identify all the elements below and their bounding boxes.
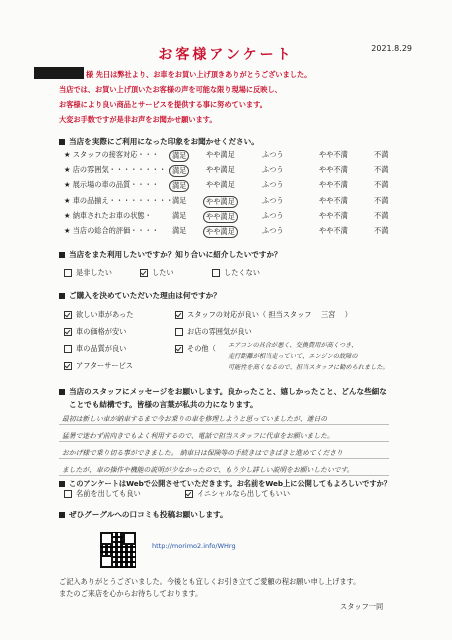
q3-question: ご購入を決めていただいた理由は何ですか？ (59, 290, 221, 301)
q4-answer-line-2: おかげ様で乗り切る事ができました。 納車日は保険等の手続きはできぱきと進めてくださり (62, 449, 343, 457)
checkbox-icon (175, 328, 183, 336)
q1-rating-option[interactable]: ふつう (262, 180, 284, 190)
q1-rating-option[interactable]: ふつう (262, 195, 284, 205)
q1-rating-option[interactable]: 満足 (172, 210, 187, 220)
q5-question: このアンケートはWebで公開させていただきます。お名前をWeb上に公開してもよろしいですか？ (59, 479, 391, 489)
intro-line-2: 当店では、お買い上げ頂いたお客様の声を可能な限り現場に反映し、 (59, 85, 282, 94)
q3-left-2[interactable]: 車の品質が良い (64, 344, 126, 354)
q1-rating-option[interactable]: やや不満 (319, 165, 348, 175)
q1-rating-option[interactable]: やや不満 (319, 195, 348, 205)
checkbox-icon (64, 269, 72, 277)
checkbox-checked-icon (175, 311, 183, 319)
review-link[interactable]: http://morimo2.info/WHrg (152, 542, 236, 550)
ruled-line (59, 441, 389, 442)
q1-row-label: ★ スタッフの接客対応・・・ (64, 150, 159, 159)
q1-rating-option[interactable]: やや不満 (319, 180, 348, 190)
q4-question-line-2: ことでも結構です。皆様の言葉が私共の力になります。 (69, 400, 258, 409)
q4-question-line-1: 当店のスタッフにメッセージをお願いします。良かったこと、嬉しかったこと、どんな些細な (59, 386, 387, 397)
q1-rating-option[interactable]: 満足 (172, 195, 187, 205)
q1-rating-option[interactable]: 満足 (169, 150, 189, 162)
q1-rating-option[interactable]: やや不満 (319, 150, 348, 159)
q3-other-line-2: 可能性を高くなるので、担当スタッフに勧められました。 (228, 364, 389, 371)
checkbox-icon (64, 345, 72, 353)
q1-rating-option[interactable]: ふつう (262, 165, 284, 175)
q3-left-3[interactable]: アフターサービス (64, 361, 133, 371)
q3-other-line-1: 走行距離が相当走っていて、エンジンの故障の (228, 353, 358, 360)
thanks-line-2: またのご来店を心からお待ちしております。 (59, 589, 203, 598)
redacted-name (34, 67, 84, 79)
q3-right-1[interactable]: お店の雰囲気が良い (175, 327, 252, 337)
q1-row-label: ★ 展示場の車の品質・・・・ (64, 180, 159, 190)
checkbox-checked-icon (185, 490, 193, 498)
ruled-line (59, 475, 389, 476)
q3-other-line-0: エアコンの具合が悪く、交換費用が高くつき、 (228, 342, 358, 349)
q2-option-0[interactable]: 是非したい (64, 268, 112, 278)
q3-right-0[interactable]: スタッフの対応が良い（ 担当スタッフ 三宮 ） (175, 310, 352, 320)
intro-line-3: お客様により良い商品とサービスを提供する事に努めています。 (59, 100, 267, 109)
q2-question: 当店をまた利用したいですか？知り合いに紹介したいですか？ (59, 249, 282, 260)
q5-option-1[interactable]: イニシャルなら出してもいい (185, 489, 290, 499)
q1-rating-option[interactable]: 不満 (374, 210, 389, 220)
q1-rating-option[interactable]: 不満 (374, 180, 389, 190)
qr-code-icon[interactable] (100, 532, 136, 568)
staff-signature: スタッフ一同 (340, 602, 384, 611)
q1-rating-option[interactable]: やや不満 (319, 226, 348, 235)
q3-left-1[interactable]: 車の価格が安い (64, 327, 126, 337)
page-title: お客様アンケート (158, 47, 294, 63)
q1-rating-option[interactable]: 満足 (169, 165, 189, 177)
thanks-line-1: ご記入ありがとうございました。今後とも宜しくお引き立てご愛顧の程お願い申し上げます。 (59, 577, 361, 586)
q1-rating-option[interactable]: 不満 (374, 165, 389, 175)
q1-rating-option[interactable]: 不満 (374, 150, 389, 159)
q1-row-label: ★ 車の品揃え・・・・・・・・・ (64, 195, 174, 205)
q4-answer-line-1: 猛暑で迷わず前向きでもよく利用するので、電話で担当スタッフに代車をお願いました。 (62, 432, 334, 440)
survey-date: 2021.8.29 (371, 44, 412, 53)
checkbox-checked-icon (140, 269, 148, 277)
q3-left-0[interactable]: 欲しい車があった (64, 310, 133, 320)
checkbox-checked-icon (64, 362, 72, 370)
q1-rating-option[interactable]: 満足 (169, 180, 189, 192)
checkbox-icon (64, 490, 72, 498)
q1-rating-option[interactable]: やや満足 (206, 150, 235, 159)
checkbox-checked-icon (64, 328, 72, 336)
ruled-line (59, 458, 389, 459)
intro-line-4: 大変お手数ですが是非お声をお聞かせ願います。 (59, 115, 217, 124)
checkbox-checked-icon (64, 311, 72, 319)
q1-rating-option[interactable]: 不満 (374, 195, 389, 205)
q1-rating-option[interactable]: やや満足 (203, 211, 238, 223)
q6-question: ぜひグーグルへの口コミも投稿お願いします。 (59, 509, 228, 520)
ruled-line (59, 424, 389, 425)
q1-rating-option[interactable]: やや満足 (203, 196, 238, 208)
q1-rating-option[interactable]: 不満 (374, 226, 389, 235)
q4-answer-line-3: ましたが、車の操作や機能の説明が少なかったので、もう少し詳しい説明をお願いしたいです。 (62, 466, 354, 474)
q1-rating-option[interactable]: ふつう (262, 226, 284, 235)
q3-right-2[interactable]: その他（ (175, 344, 216, 354)
q2-option-1[interactable]: したい (140, 268, 174, 278)
q1-rating-option[interactable]: ふつう (262, 210, 284, 220)
q4-answer-line-0: 最初は新しい車が納車するまで今お乗りの車を修理しようと思っていましたが、連日の (62, 415, 328, 423)
intro-line-1: 様 先日は弊社より、お車をお買い上げ頂きありがとうございました。 (86, 70, 312, 79)
q1-rating-option[interactable]: やや満足 (206, 180, 235, 190)
q1-rating-option[interactable]: やや不満 (319, 210, 348, 220)
q5-option-0[interactable]: 名前を出しても良い (64, 489, 141, 499)
checkbox-checked-icon (175, 345, 183, 353)
q1-rating-option[interactable]: ふつう (262, 150, 284, 159)
q1-row-label: ★ 納車されたお車の状態・ (64, 210, 152, 220)
q1-question: 当店を実際にご利用になった印象をお聞かせください。 (59, 136, 259, 147)
q1-rating-option[interactable]: やや満足 (206, 165, 235, 175)
q1-rating-option[interactable]: 満足 (172, 226, 187, 235)
q1-row-label: ★ 当店の総合的評価・・・・ (64, 226, 159, 235)
q2-option-2[interactable]: したくない (212, 268, 260, 278)
q1-rating-option[interactable]: やや満足 (203, 226, 238, 238)
checkbox-icon (212, 269, 220, 277)
q1-row-label: ★ 店の雰囲気・・・・・・・・・ (64, 165, 174, 175)
